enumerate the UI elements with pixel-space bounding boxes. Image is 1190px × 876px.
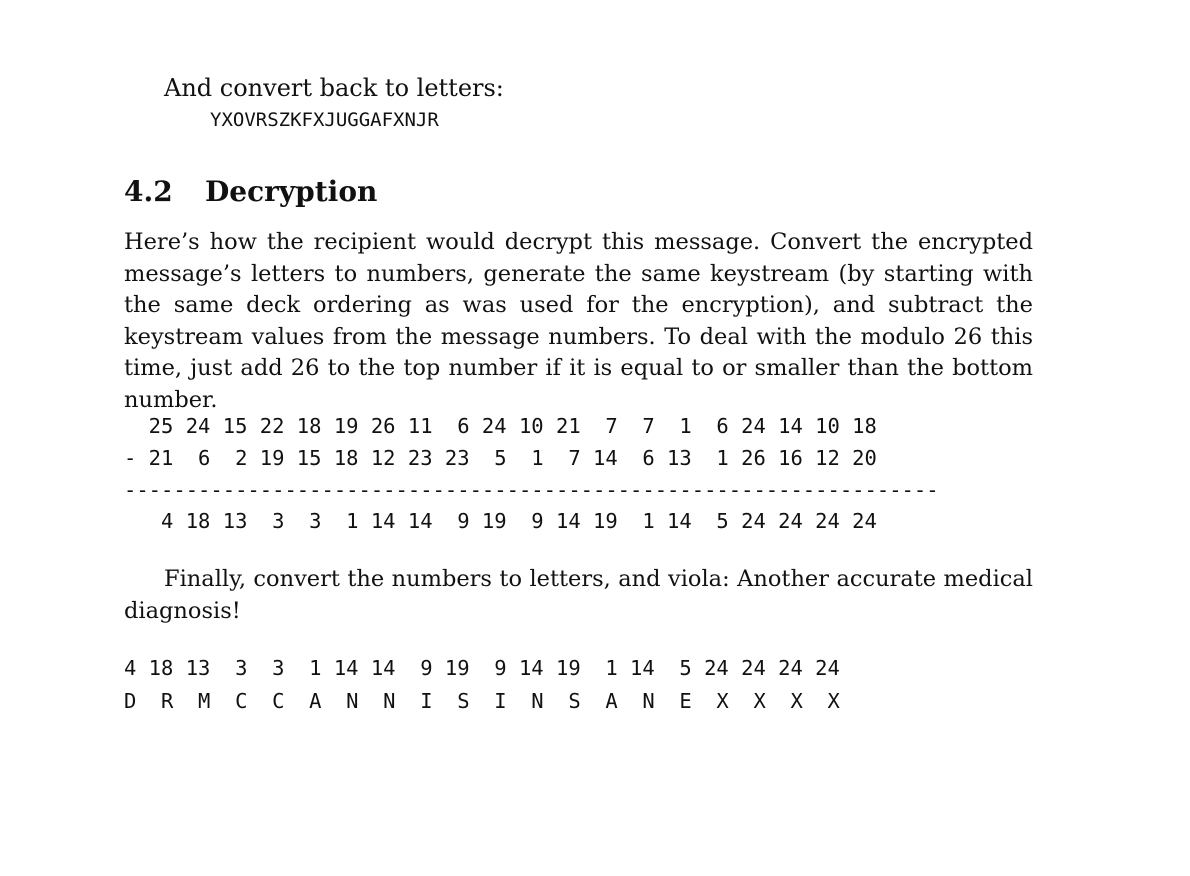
section-number: 4.2 — [124, 175, 173, 208]
intro-text: And convert back to letters: — [164, 74, 504, 102]
body-paragraph: Here’s how the recipient would decrypt this message. Convert the encrypted message’s letters to numbers, generate the same keystream (by starting with the same deck ordering as was used for the encryption), and subtract the keystream values from the message numbers. To deal with the modulo 26 this time, just add 26 to the top number if it is equal to or smaller than the bottom number. — [124, 229, 1033, 413]
keystream-numbers-row: - 21 6 2 19 15 18 12 23 23 5 1 7 14 6 13 1 26 16 12 20 — [124, 446, 877, 470]
subtraction-rule: ------------------------------------------------------------------ — [124, 478, 939, 502]
section-heading — [124, 172, 377, 212]
mapping-numbers-row: 4 18 13 3 3 1 14 14 9 19 9 14 19 1 14 5 24 24 24 24 — [124, 656, 840, 680]
closing-paragraph: Finally, convert the numbers to letters, and viola: Another accurate medical diagnosis! — [124, 566, 1033, 624]
mapping-letters-row: D R M C C A N N I S I N S A N E X X X X — [124, 689, 840, 713]
result-numbers-row: 4 18 13 3 3 1 14 14 9 19 9 14 19 1 14 5 24 24 24 24 — [124, 509, 877, 533]
message-numbers-row: 25 24 15 22 18 19 26 11 6 24 10 21 7 7 1 6 24 14 10 18 — [124, 414, 877, 438]
section-title: Decryption — [205, 175, 378, 208]
ciphertext-line: YXOVRSZKFXJUGGAFXNJR — [210, 109, 439, 131]
